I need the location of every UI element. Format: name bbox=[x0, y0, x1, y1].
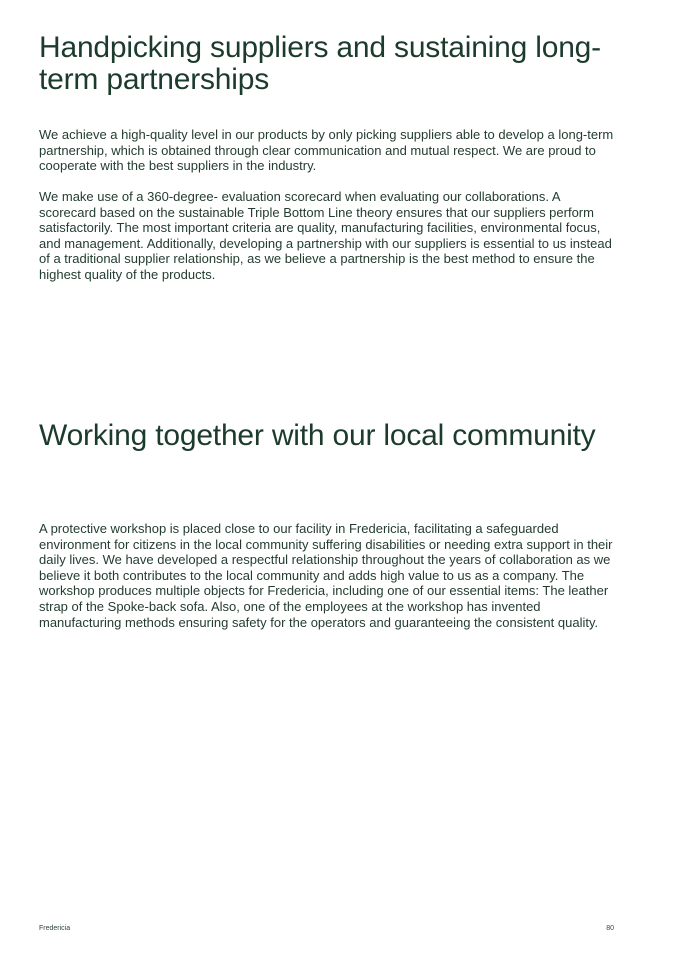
footer-brand: Fredericia bbox=[39, 925, 71, 932]
section-heading-suppliers: Handpicking suppliers and sustaining long-term partnerships bbox=[39, 31, 601, 96]
section-heading-community: Working together with our local community bbox=[39, 419, 596, 452]
footer-page-number: 80 bbox=[606, 925, 614, 932]
paragraph-suppliers-scorecard: We make use of a 360-degree- evaluation scorecard when evaluating our collaborations. A scorecard based on the sustainable Triple Bottom Line theory ensures that our suppliers perform satisfactorily. The most important criteria are quality, manufacturing facilities, environmental focus, and management. Additionally, developing a partnership with our suppliers is essential to us instead of a traditional supplier relationship, as we believe a partnership is the best method to ensure the highest quality of the products. bbox=[39, 189, 612, 282]
paragraph-community-workshop: A protective workshop is placed close to our facility in Fredericia, facilitating a safeguarded environment for citizens in the local community suffering disabilities or needing extra support in their daily lives. We have developed a respectful relationship throughout the years of collaboration as we believe it both contributes to the local community and adds high value to us as a company. The workshop produces multiple objects for Fredericia, including one of our essential items: The leather strap of the Spoke-back sofa. Also, one of the employees at the workshop has invented manufacturing methods ensuring safety for the operators and guaranteeing the consistent quality. bbox=[39, 521, 613, 630]
paragraph-suppliers-intro: We achieve a high-quality level in our products by only picking suppliers able to develop a long-term partnership, which is obtained through clear communication and mutual respect. We are proud to cooperate with the best suppliers in the industry. bbox=[39, 127, 614, 174]
